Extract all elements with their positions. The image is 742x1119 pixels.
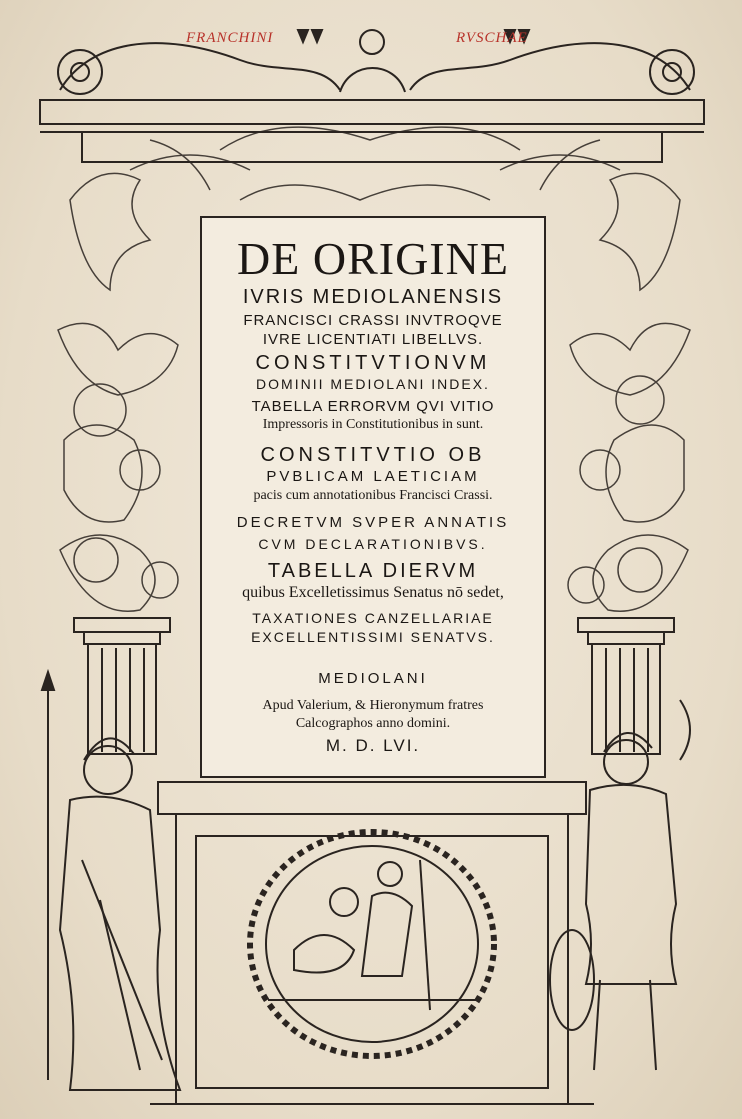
section-heading: CONSTITVTIO OB — [260, 444, 486, 466]
section-note: pacis cum annotationibus Francisci Crassi. — [253, 488, 493, 503]
section-heading: TABELLA DIERVM — [267, 560, 479, 582]
laurel-wreath — [250, 832, 494, 1056]
left-rosette — [58, 50, 102, 94]
subtitle: IVRIS MEDIOLANENSIS — [242, 286, 504, 308]
section-heading: TABELLA ERRORVM QVI VITIO — [251, 398, 495, 415]
title-panel — [200, 216, 546, 778]
section-heading: TAXATIONES CANZELLARIAE — [252, 610, 494, 626]
imprint-year: M. D. LVI. — [325, 736, 421, 755]
main-title: DE ORIGINE — [237, 233, 509, 284]
section-note: Impressoris in Constitutionibus in sunt. — [262, 417, 484, 432]
imprint-place: MEDIOLANI — [318, 670, 428, 687]
section-heading: DECRETVM SVPER ANNATIS — [236, 514, 510, 531]
right-scroll — [410, 43, 690, 90]
author-line: FRANCISCI CRASSI INVTROQVE — [243, 312, 503, 329]
section-subheading: EXCELLENTISSIMI SENATVS. — [251, 629, 495, 645]
right-rosette — [650, 50, 694, 94]
section-note: quibus Excelletissimus Senatus nō sedet, — [242, 584, 504, 601]
medallion-scene — [268, 860, 480, 1010]
section-subheading: PVBLICAM LAETICIAM — [266, 468, 480, 485]
section-subheading: CVM DECLARATIONIBVS. — [258, 536, 488, 552]
right-figure — [550, 700, 690, 1070]
owner-name-right: RVSCHAE — [456, 30, 528, 46]
top-sphere — [360, 30, 384, 54]
owner-name-left: FRANCHINI — [186, 30, 274, 46]
section-subheading: DOMINII MEDIOLANI INDEX. — [256, 376, 490, 392]
imprint-printers: Apud Valerium, & Hieronymum fratres — [262, 698, 484, 713]
imprint-printers-2: Calcographos anno domini. — [295, 716, 451, 731]
cornice-band — [40, 100, 704, 124]
left-figure — [42, 672, 180, 1090]
author-line-2: IVRE LICENTIATI LIBELLVS. — [262, 331, 484, 348]
section-heading: CONSTITVTIONVM — [255, 352, 491, 374]
